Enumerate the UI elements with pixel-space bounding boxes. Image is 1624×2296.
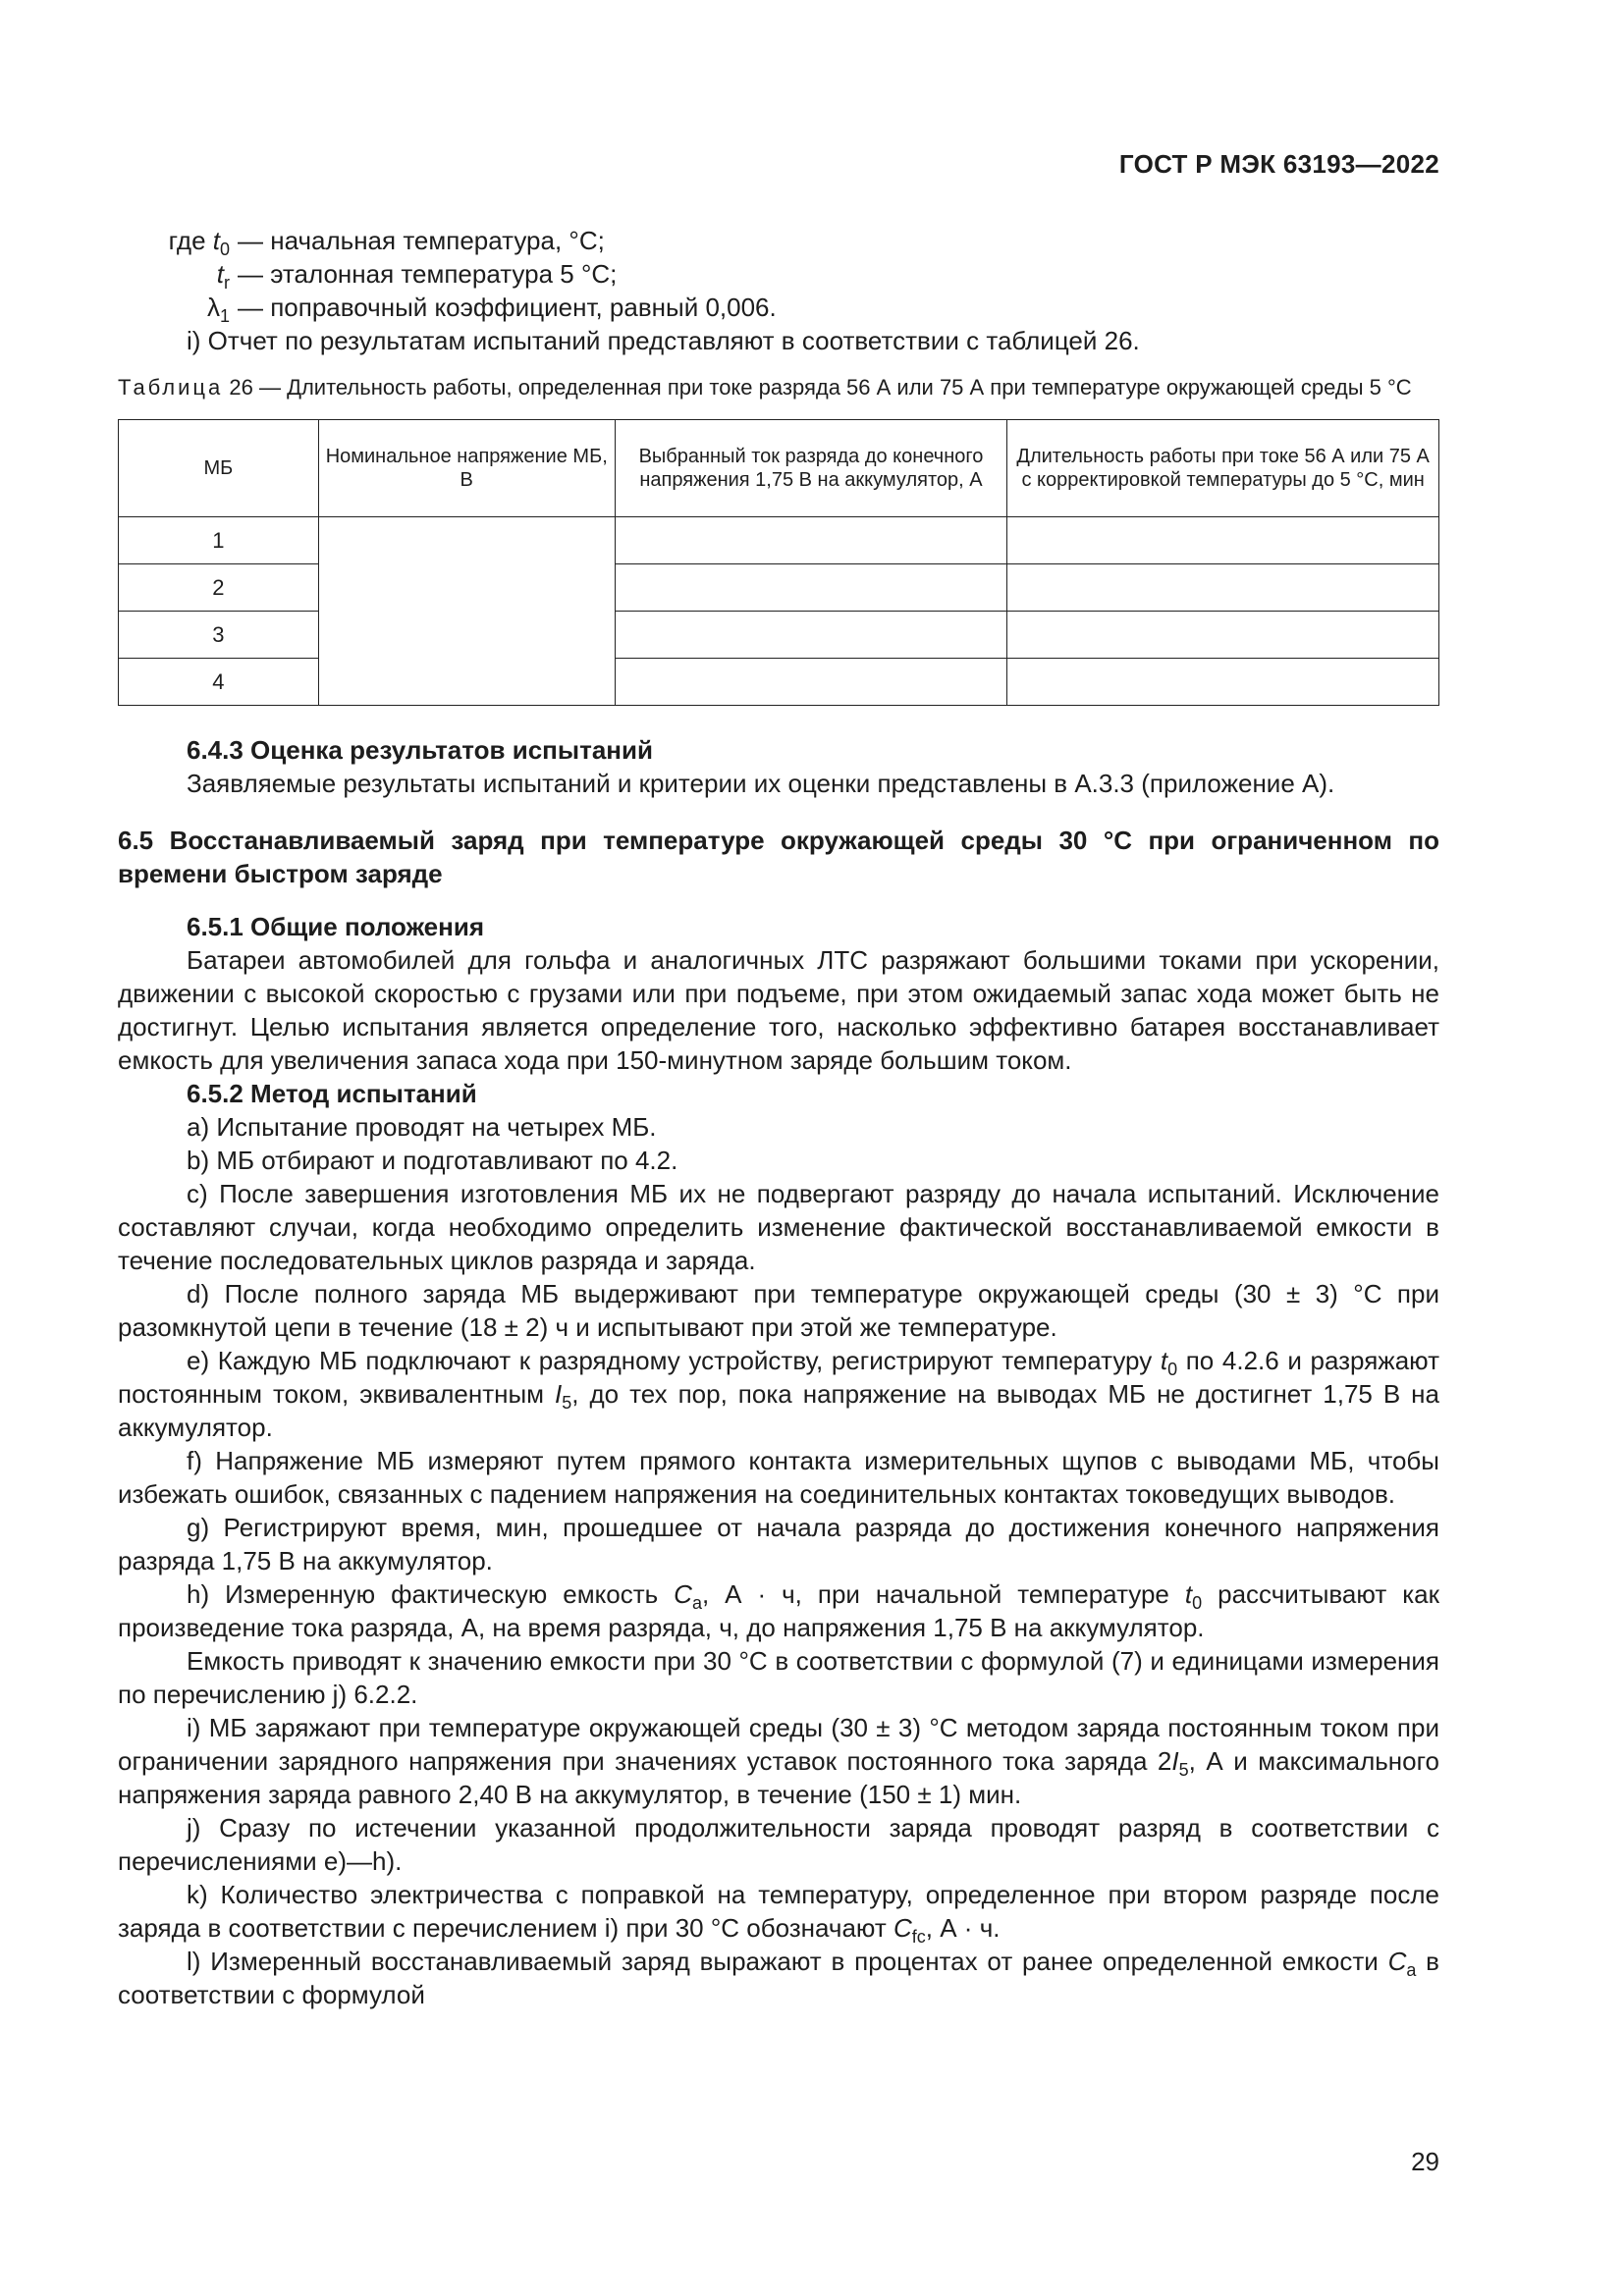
row-number-cell: 1	[119, 517, 319, 564]
section-6-4-3-title: 6.4.3 Оценка результатов испытаний	[187, 735, 653, 765]
results-table	[118, 419, 1439, 706]
header-cell-duration: Длительность работы при токе 56 А или 75 А с корректировкой температуры до 5 °C, мин	[1007, 420, 1439, 517]
table-cell	[1007, 564, 1439, 612]
voltage-merged-cell	[318, 517, 615, 706]
table-cell	[1007, 517, 1439, 564]
item-g: g) Регистрируют время, мин, прошедшее от начала разряда до достижения конечного напряжения разряда 1,75 В на аккумулятор.	[118, 1513, 1439, 1575]
table-row	[119, 564, 1439, 612]
table-cell	[615, 659, 1007, 706]
page-content	[118, 224, 1439, 2011]
definition-lambda1: $\lambda_1$ — поправочный коэффициент, равный 0,006.	[206, 293, 777, 326]
item-d: d) После полного заряда МБ выдерживают при температуре окружающей среды (30 ± 3) °C при разомкнутой цепи в течение (18 ± 2) ч и испытывают при этой же температуре.	[118, 1279, 1439, 1342]
definition-tr: $t_r$ — эталонная температура 5 °C;	[216, 259, 618, 293]
item-l: l) Измеренный восстанавливаемый заряд выражают в процентах от ранее определенной емкости $C_a$ в соответствии с формулой	[118, 1947, 1439, 2009]
table-cell	[1007, 659, 1439, 706]
row-number-cell: 2	[119, 564, 319, 612]
document-code-header: ГОСТ Р МЭК 63193—2022	[1118, 149, 1439, 179]
item-f: f) Напряжение МБ измеряют путем прямого контакта измерительных щупов с выводами МБ, чтобы избежать ошибок, связанных с падением напряжения на соединительных контактах токоведущих выводов.	[118, 1446, 1439, 1509]
capacity-note: Емкость приводят к значению емкости при 30 °C в соответствии с формулой (7) и единицами измерения по перечислению j) 6.2.2.	[118, 1646, 1439, 1709]
table-cell	[615, 612, 1007, 659]
table-header-row	[119, 420, 1439, 517]
item-c: c) После завершения изготовления МБ их не подвергают разряду до начала испытаний. Исключение составляют случаи, когда необходимо определить изменение фактической восстанавливаемой емкости в течение последовательных циклов разряда и заряда.	[118, 1179, 1439, 1275]
item-k: k) Количество электричества с поправкой на температуру, определенное при втором разряде после заряда в соответствии с перечислением i) при 30 °C обозначают $C_{fc}$, А · ч.	[118, 1880, 1439, 1947]
table-row	[119, 517, 1439, 564]
item-a: a) Испытание проводят на четырех МБ.	[187, 1112, 657, 1142]
page-number: 29	[1411, 2147, 1439, 2176]
row-number-cell: 4	[119, 659, 319, 706]
section-6-5-1-title: 6.5.1 Общие положения	[187, 912, 484, 941]
formula-definitions	[118, 224, 1439, 324]
definition-t0: где $t_0$ — начальная температура, °C;	[168, 226, 605, 259]
section-6-5-1-text: Батареи автомобилей для гольфа и аналогичных ЛТС разряжают большими токами при ускорении, движении с высокой скоростью с грузами или при подъеме, при этом ожидаемый запас хода может быть не достигнут. Целью испытания является определение того, насколько эффективно батарея восстанавливает емкость для увеличения запаса хода при 150-минутном заряде большим током.	[118, 945, 1439, 1075]
section-6-5-2-title: 6.5.2 Метод испытаний	[187, 1079, 477, 1108]
table-caption: Таблица 26 — Длительность работы, определенная при токе разряда 56 А или 75 А при температуре окружающей среды 5 °C	[118, 375, 1412, 400]
item-h: h) Измеренную фактическую емкость $C_a$, А · ч, при начальной температуре $t_0$ рассчитывают как произведение тока разряда, А, на время разряда, ч, до напряжения 1,75 В на аккумулятор.	[118, 1579, 1439, 1642]
row-number-cell: 3	[119, 612, 319, 659]
item-b: b) МБ отбирают и подготавливают по 4.2.	[187, 1146, 678, 1175]
item-j: j) Сразу по истечении указанной продолжительности заряда проводят разряд в соответствии с перечислениями e)—h).	[118, 1813, 1439, 1876]
header-cell-current: Выбранный ток разряда до конечного напряжения 1,75 В на аккумулятор, А	[615, 420, 1007, 517]
header-cell-voltage: Номинальное напряжение МБ, В	[318, 420, 615, 517]
header-cell-mb: МБ	[119, 420, 319, 517]
table-row	[119, 659, 1439, 706]
item-i-charge: i) МБ заряжают при температуре окружающей среды (30 ± 3) °C методом заряда постоянным током при ограничении зарядного напряжения при значениях уставок постоянного тока заряда $2I_5$, А и максимального напряжения заряда равного 2,40 В на аккумулятор, в течение (150 ± 1) мин.	[118, 1713, 1439, 1809]
table-cell	[1007, 612, 1439, 659]
item-e: e) Каждую МБ подключают к разрядному устройству, регистрируют температуру $t_0$ по 4.2.6 и разряжают постоянным током, эквивалентным $I_5$, до тех пор, пока напряжение на выводах МБ не достигнет 1,75 В на аккумулятор.	[118, 1346, 1439, 1442]
item-i-report: i) Отчет по результатам испытаний представляют в соответствии с таблицей 26.	[187, 326, 1140, 355]
table-row	[119, 612, 1439, 659]
table-cell	[615, 564, 1007, 612]
table-cell	[615, 517, 1007, 564]
section-6-5-title: 6.5 Восстанавливаемый заряд при температуре окружающей среды 30 °C при ограниченном по времени быстром заряде	[118, 826, 1439, 888]
section-6-4-3-text: Заявляемые результаты испытаний и критерии их оценки представлены в А.3.3 (приложение А).	[187, 769, 1335, 798]
